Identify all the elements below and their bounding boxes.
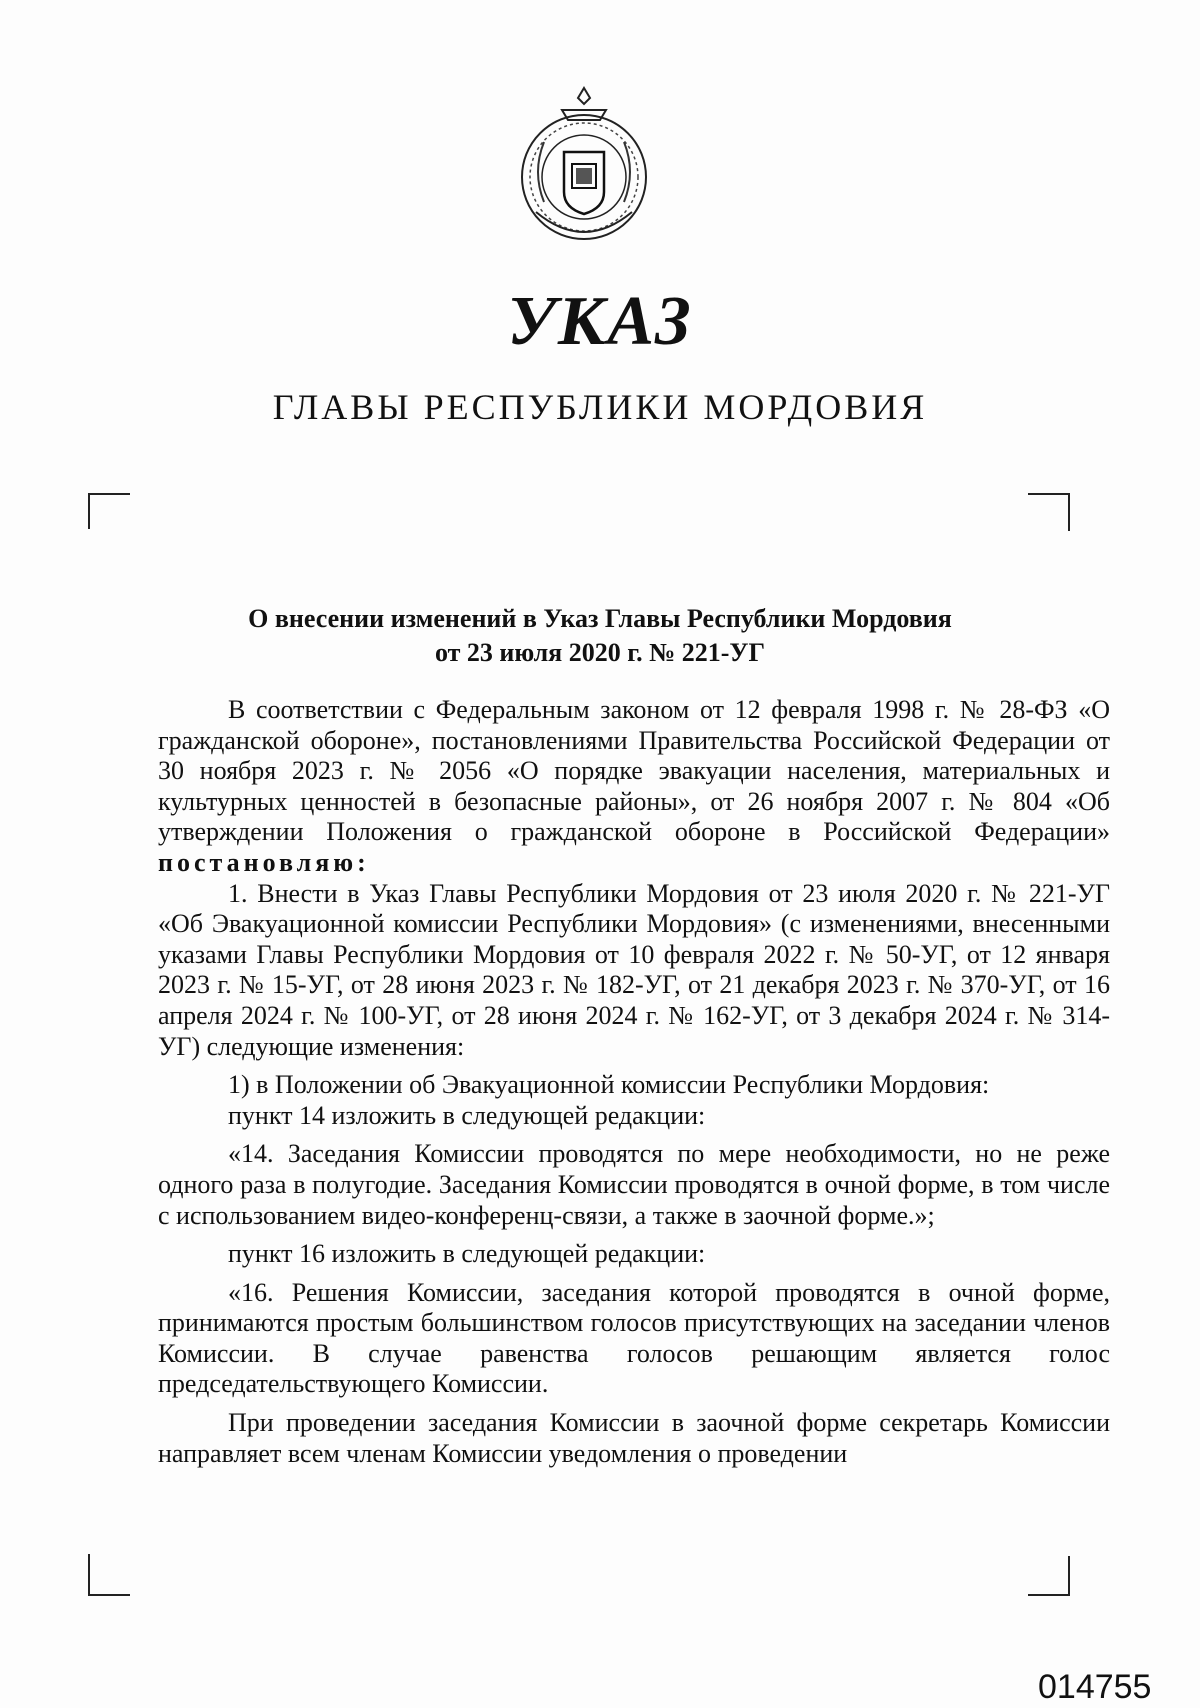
corner-mark-bottom-left <box>88 1554 130 1596</box>
preamble-text: В соответствии с Федеральным законом от 12 февраля 1998 г. № 28-ФЗ «О гражданской обороне», постановлениями Правительства Российской Федерации от 30 ноября 2023 г. № 2056 «О порядке эвакуации населения, материальных и культурных ценностей в безопасные районы», от 26 ноября 2007 г. № 804 «Об утверждении Положения о гражданской обороне в Российской Федерации» <box>158 695 1110 847</box>
decree-word: постановляю: <box>158 847 370 877</box>
preamble-paragraph <box>158 695 1110 879</box>
point-16-continuation: При проведении заседания Комиссии в заочной форме секретарь Комиссии направляет всем членам Комиссии уведомления о проведении <box>158 1408 1110 1468</box>
heading-line-2: от 23 июля 2020 г. № 221-УГ <box>434 638 766 667</box>
corner-mark-top-left <box>88 493 130 529</box>
corner-mark-top-right <box>1028 493 1070 531</box>
item-1-paragraph: 1. Внести в Указ Главы Республики Мордовия от 23 июля 2020 г. № 221-УГ «Об Эвакуационной комиссии Республики Мордовия» (с изменениями, внесенными указами Главы Республики Мордовия от 10 февраля 2022 г. № 50-УГ, от 12 января 2023 г. № 15-УГ, от 28 июня 2023 г. № 182-УГ, от 21 декабря 2023 г. № 370-УГ, от 16 апреля 2024 г. № 100-УГ, от 28 июня 2024 г. № 162-УГ, от 3 декабря 2024 г. № 314-УГ) следующие изменения: <box>158 878 1110 1061</box>
decree-body <box>158 695 1110 1469</box>
point-16-intro: пункт 16 изложить в следующей редакции: <box>228 1239 706 1269</box>
heading-line-1: О внесении изменений в Указ Главы Республики Мордовия <box>248 604 952 633</box>
decree-heading <box>160 602 1040 670</box>
point-14-text: «14. Заседания Комиссии проводятся по мере необходимости, но не реже одного раза в полугодие. Заседания Комиссии проводятся в очной форме, в том числе с использованием видео-конференц-связи, а также в заочной форме.»; <box>158 1139 1110 1230</box>
issuer-subtitle: ГЛАВЫ РЕСПУБЛИКИ МОРДОВИЯ <box>272 387 928 427</box>
point-14-intro: пункт 14 изложить в следующей редакции: <box>228 1100 706 1130</box>
point-16-text: «16. Решения Комиссии, заседания которой проводятся в очной форме, принимаются простым большинством голосов присутствующих на заседании членов Комиссии. В случае равенства голосов решающим является голос председательствующего Комиссии. <box>158 1277 1110 1399</box>
coat-of-arms-icon <box>514 82 654 252</box>
corner-mark-bottom-right <box>1028 1556 1070 1596</box>
sub-item-1-paragraph: 1) в Положении об Эвакуационной комиссии Республики Мордовия: <box>228 1070 990 1100</box>
document-type-title: УКАЗ <box>507 283 693 360</box>
document-serial-number: 014755 <box>1038 1668 1152 1706</box>
